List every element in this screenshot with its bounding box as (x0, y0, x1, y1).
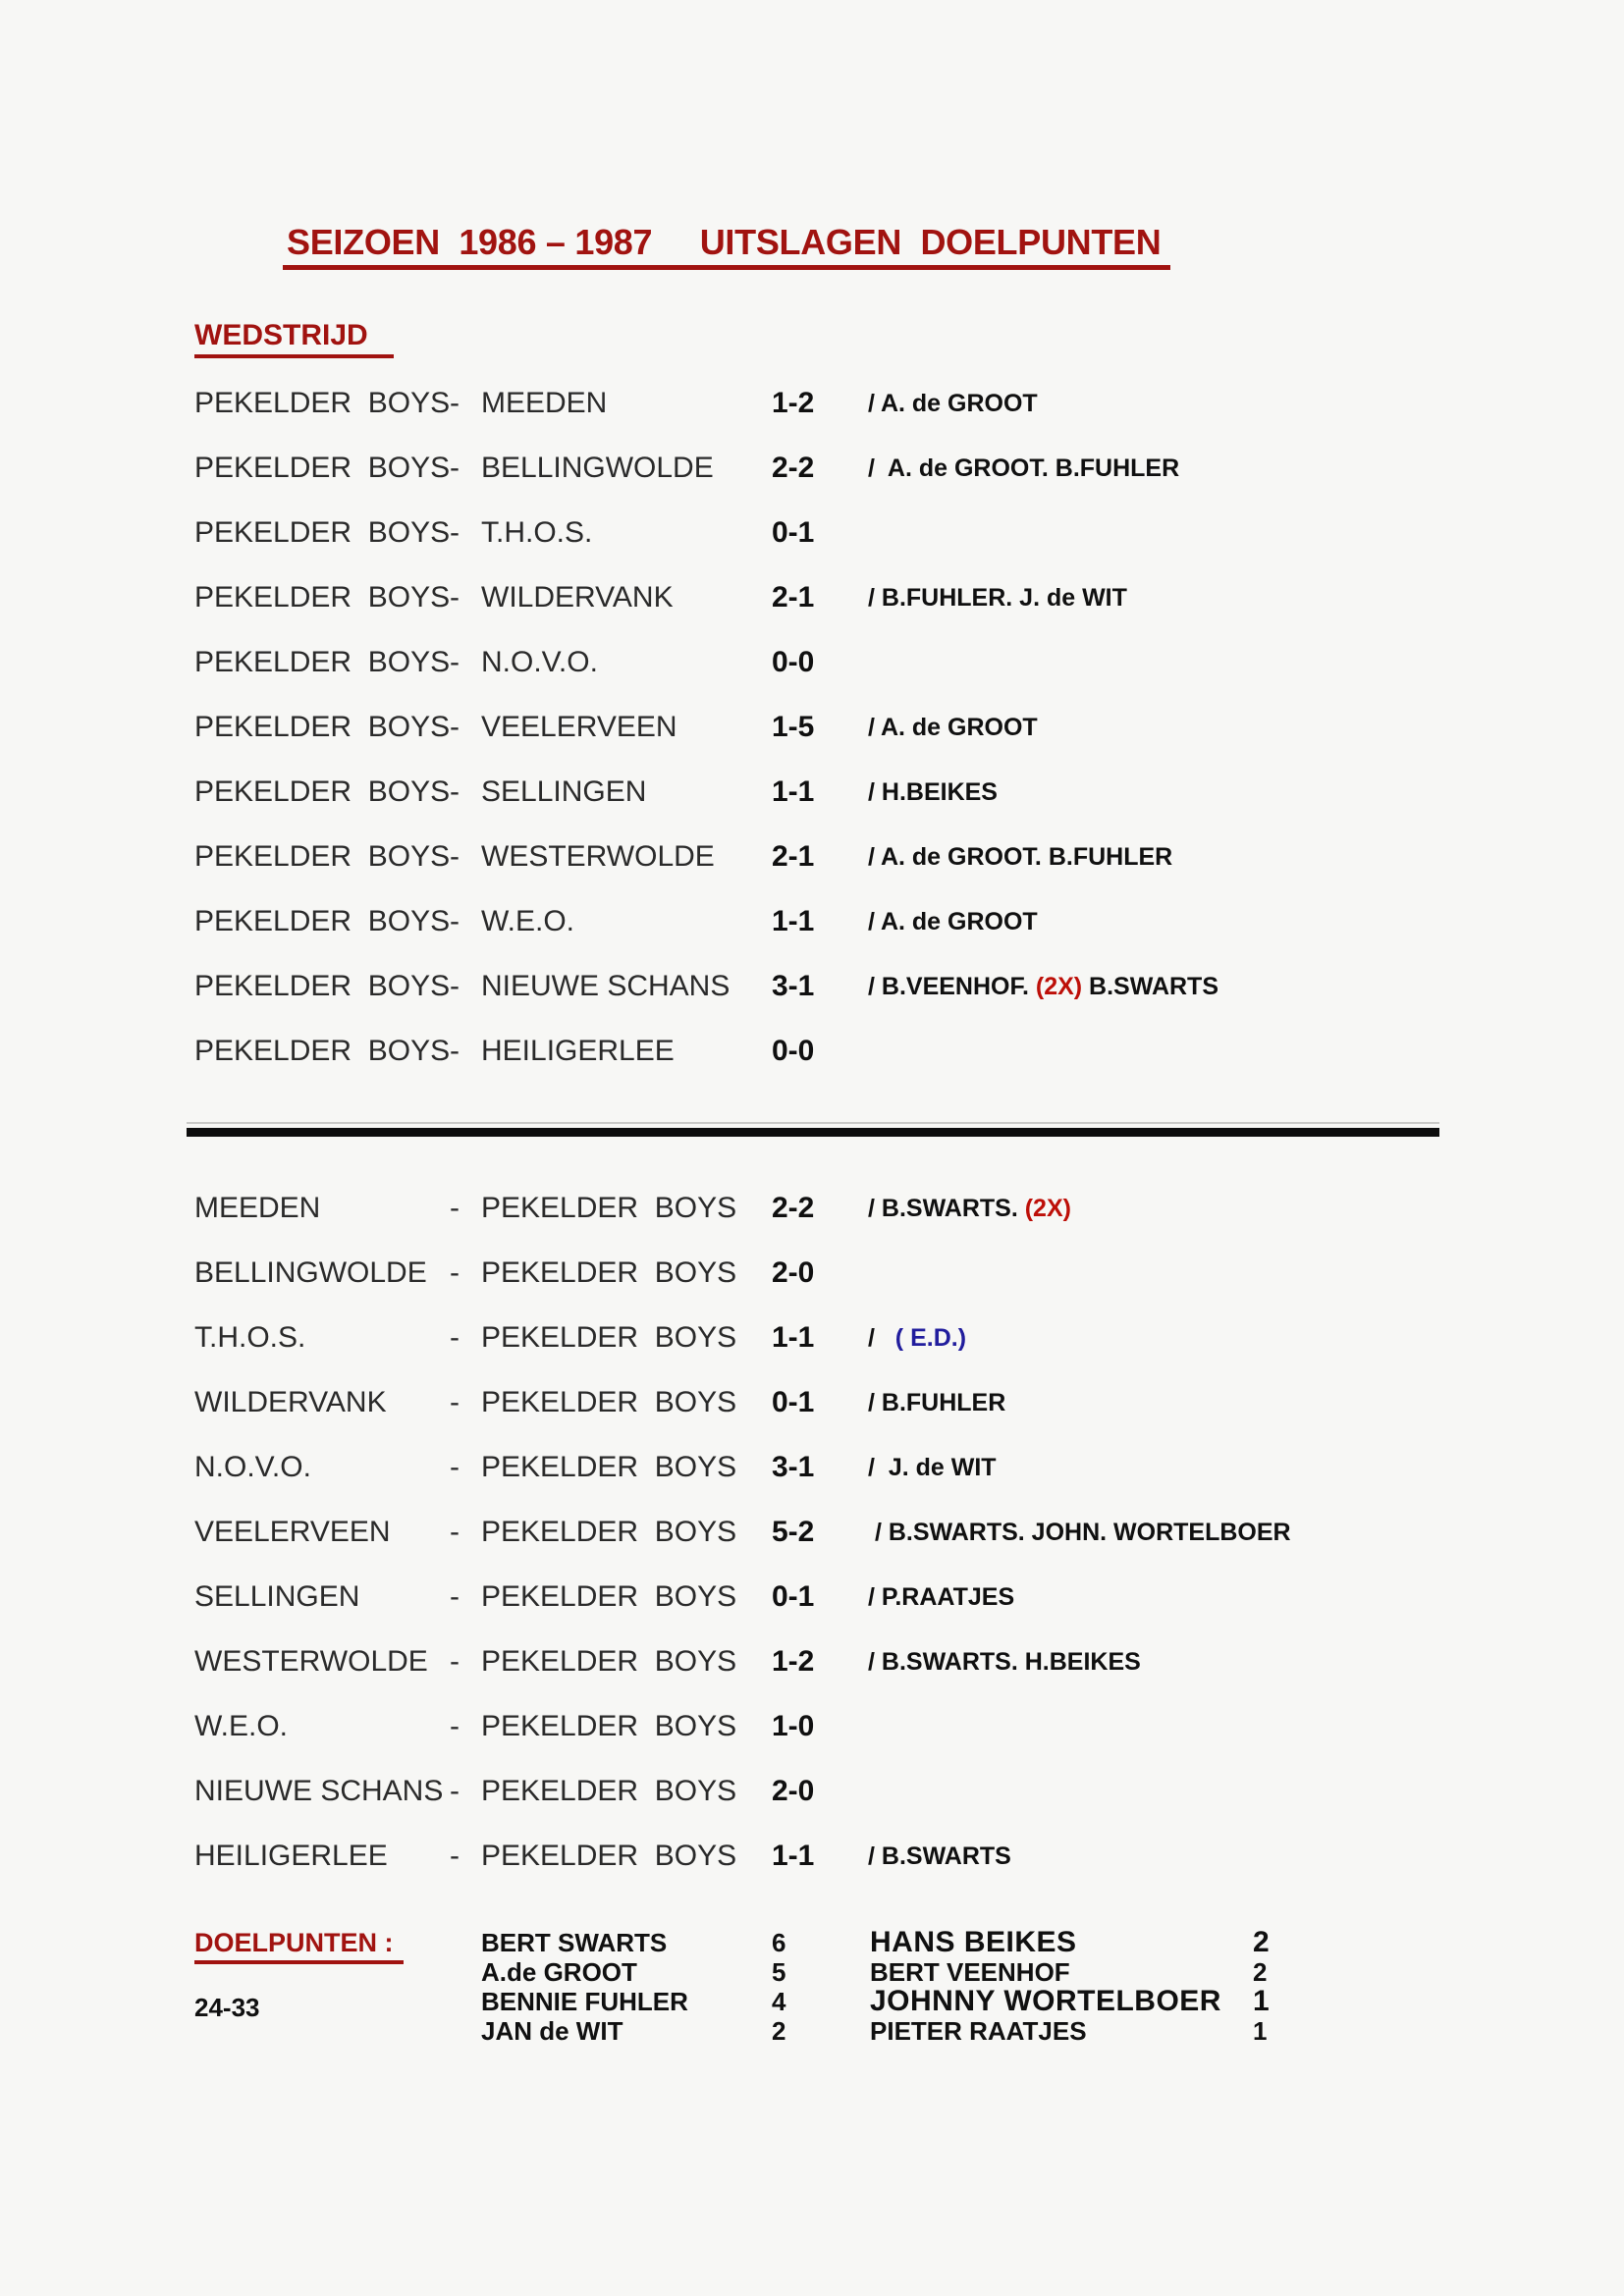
match-scorers (868, 389, 1038, 418)
separator-dash: - (450, 711, 460, 743)
goal-row (0, 1928, 1624, 1957)
separator-dash: - (450, 1192, 460, 1224)
match-section-away (0, 1194, 1624, 1906)
match-score: 1-1 (772, 775, 815, 808)
scorer-name: HANS BEIKES (870, 1926, 1077, 1958)
match-score: 1-2 (772, 387, 815, 419)
scorer-text: / A. de GROOT. B.FUHLER (868, 843, 1173, 871)
separator-dash: - (450, 1035, 460, 1067)
separator-dash: - (450, 1775, 460, 1807)
home-team: HEILIGERLEE (194, 1840, 388, 1872)
match-scorers (868, 1194, 1071, 1223)
match-row (0, 777, 1624, 842)
section-divider-shadow (187, 1122, 1439, 1124)
scorer-text: / H.BEIKES (868, 778, 998, 806)
scorer-text: / A. de GROOT. B.FUHLER (868, 454, 1180, 482)
scorer-text: B.SWARTS (1082, 973, 1219, 1000)
goal-row (0, 1987, 1624, 2016)
match-row (0, 972, 1624, 1037)
away-team: HEILIGERLEE (481, 1035, 675, 1067)
away-team: PEKELDER BOYS (481, 1451, 737, 1483)
home-team: NIEUWE SCHANS (194, 1775, 444, 1807)
scorer-text: / P.RAATJES (868, 1583, 1015, 1611)
match-score: 1-1 (772, 1321, 815, 1354)
match-row (0, 1518, 1624, 1582)
away-team: NIEUWE SCHANS (481, 970, 731, 1002)
scorer-text: / A. de GROOT (868, 390, 1038, 417)
match-row (0, 842, 1624, 907)
separator-dash: - (450, 581, 460, 614)
match-scorers (868, 583, 1127, 613)
home-team: W.E.O. (194, 1710, 289, 1742)
home-team: PEKELDER BOYS (194, 452, 451, 484)
scorer-name: BENNIE FUHLER (481, 1987, 688, 2016)
goal-count: 1 (1253, 2016, 1268, 2046)
match-row (0, 1582, 1624, 1647)
match-row (0, 1323, 1624, 1388)
away-team: BELLINGWOLDE (481, 452, 714, 484)
separator-dash: - (450, 1840, 460, 1872)
home-team: PEKELDER BOYS (194, 387, 451, 419)
home-team: PEKELDER BOYS (194, 516, 451, 549)
home-team: PEKELDER BOYS (194, 646, 451, 678)
scorer-text: / B.SWARTS (868, 1842, 1011, 1870)
match-score: 1-2 (772, 1645, 815, 1678)
wedstrijd-heading: WEDSTRIJD (194, 321, 394, 358)
scorer-text: / (868, 1324, 895, 1352)
match-row (0, 454, 1624, 518)
goal-count: 2 (1253, 1926, 1271, 1958)
separator-dash: - (450, 387, 460, 419)
match-row (0, 1712, 1624, 1777)
match-scorers (868, 842, 1172, 872)
separator-dash: - (450, 1256, 460, 1289)
home-team: PEKELDER BOYS (194, 711, 451, 743)
separator-dash: - (450, 516, 460, 549)
separator-dash: - (450, 452, 460, 484)
match-row (0, 713, 1624, 777)
match-score: 0-1 (772, 516, 815, 549)
match-score: 1-5 (772, 711, 815, 743)
separator-dash: - (450, 1710, 460, 1742)
match-scorers (868, 777, 998, 807)
scorer-name: BERT VEENHOF (870, 1957, 1070, 1987)
scorer-text: / B.FUHLER. J. de WIT (868, 584, 1127, 612)
match-scorers (868, 1582, 1014, 1612)
away-team: PEKELDER BOYS (481, 1386, 737, 1418)
match-scorers (868, 1647, 1141, 1677)
match-scorers (868, 1842, 1011, 1871)
away-team: PEKELDER BOYS (481, 1192, 737, 1224)
home-team: T.H.O.S. (194, 1321, 306, 1354)
scorer-text: / A. de GROOT (868, 908, 1038, 935)
goal-count: 1 (1253, 1985, 1271, 2017)
page-title: SEIZOEN 1986 – 1987 UITSLAGEN DOELPUNTEN (283, 225, 1170, 270)
home-team: PEKELDER BOYS (194, 775, 451, 808)
goal-count: 2 (1253, 1957, 1268, 1987)
home-team: BELLINGWOLDE (194, 1256, 427, 1289)
match-row (0, 389, 1624, 454)
home-team: WESTERWOLDE (194, 1645, 428, 1678)
match-score: 1-0 (772, 1710, 815, 1742)
goals-table (0, 1928, 1624, 2046)
away-team: T.H.O.S. (481, 516, 593, 549)
match-scorers (868, 972, 1218, 1001)
match-score: 5-2 (772, 1516, 815, 1548)
match-scorers (868, 454, 1179, 483)
goal-row (0, 2016, 1624, 2046)
separator-dash: - (450, 905, 460, 937)
separator-dash: - (450, 1580, 460, 1613)
separator-dash: - (450, 1451, 460, 1483)
home-team: PEKELDER BOYS (194, 1035, 451, 1067)
goal-count: 2 (772, 2016, 786, 2046)
scorer-text: (2X) (1035, 973, 1083, 1000)
scorer-text: / J. de WIT (868, 1454, 997, 1481)
separator-dash: - (450, 775, 460, 808)
scorer-text: / A. de GROOT (868, 714, 1038, 741)
match-score: 1-1 (772, 905, 815, 937)
away-team: PEKELDER BOYS (481, 1645, 737, 1678)
goal-count: 5 (772, 1957, 786, 1987)
match-score: 3-1 (772, 1451, 815, 1483)
away-team: N.O.V.O. (481, 646, 598, 678)
home-team: WILDERVANK (194, 1386, 387, 1418)
scorer-text: ( E.D.) (894, 1324, 967, 1352)
match-scorers (868, 907, 1038, 936)
match-row (0, 1777, 1624, 1842)
scorer-name: JOHNNY WORTELBOER (870, 1985, 1221, 2017)
scorer-name: BERT SWARTS (481, 1928, 668, 1957)
scorer-text: / B.SWARTS. H.BEIKES (868, 1648, 1141, 1676)
away-team: WESTERWOLDE (481, 840, 715, 873)
away-team: PEKELDER BOYS (481, 1516, 737, 1548)
scorer-name: A.de GROOT (481, 1957, 637, 1987)
away-team: PEKELDER BOYS (481, 1840, 737, 1872)
home-team: SELLINGEN (194, 1580, 360, 1613)
separator-dash: - (450, 970, 460, 1002)
match-row (0, 1258, 1624, 1323)
match-score: 2-0 (772, 1256, 815, 1289)
match-scorers (868, 1453, 997, 1482)
home-team: N.O.V.O. (194, 1451, 311, 1483)
match-row (0, 1842, 1624, 1906)
away-team: SELLINGEN (481, 775, 647, 808)
scorer-text: / B.FUHLER (868, 1389, 1006, 1416)
away-team: VEELERVEEN (481, 711, 677, 743)
home-team: MEEDEN (194, 1192, 321, 1224)
away-team: PEKELDER BOYS (481, 1775, 737, 1807)
match-row (0, 1037, 1624, 1101)
doelpunten-heading: DOELPUNTEN : (194, 1928, 404, 1964)
scorer-text: / B.SWARTS. (868, 1195, 1025, 1222)
match-score: 0-0 (772, 1035, 815, 1067)
separator-dash: - (450, 1386, 460, 1418)
match-score: 0-0 (772, 646, 815, 678)
away-team: PEKELDER BOYS (481, 1580, 737, 1613)
home-team: VEELERVEEN (194, 1516, 391, 1548)
goal-row (0, 1957, 1624, 1987)
match-row (0, 518, 1624, 583)
section-divider (187, 1128, 1439, 1137)
match-score: 2-1 (772, 581, 815, 614)
match-scorers (868, 1323, 966, 1353)
match-score: 2-2 (772, 1192, 815, 1224)
match-row (0, 1453, 1624, 1518)
away-team: MEEDEN (481, 387, 608, 419)
match-row (0, 907, 1624, 972)
home-team: PEKELDER BOYS (194, 581, 451, 614)
home-team: PEKELDER BOYS (194, 840, 451, 873)
match-score: 2-2 (772, 452, 815, 484)
match-row (0, 648, 1624, 713)
separator-dash: - (450, 1645, 460, 1678)
separator-dash: - (450, 1321, 460, 1354)
goal-count: 6 (772, 1928, 786, 1957)
match-score: 0-1 (772, 1386, 815, 1418)
scorer-text: / B.SWARTS. JOHN. WORTELBOER (868, 1519, 1291, 1546)
match-row (0, 1388, 1624, 1453)
match-score: 2-1 (772, 840, 815, 873)
scorer-text: / B.VEENHOF. (868, 973, 1036, 1000)
match-score: 2-0 (772, 1775, 815, 1807)
goal-count: 4 (772, 1987, 786, 2016)
match-section-home (0, 389, 1624, 1101)
scorer-name: PIETER RAATJES (870, 2016, 1087, 2046)
match-score: 3-1 (772, 970, 815, 1002)
match-score: 1-1 (772, 1840, 815, 1872)
match-scorers (868, 1518, 1291, 1547)
away-team: WILDERVANK (481, 581, 674, 614)
away-team: PEKELDER BOYS (481, 1321, 737, 1354)
separator-dash: - (450, 840, 460, 873)
match-row (0, 583, 1624, 648)
match-scorers (868, 1388, 1005, 1417)
away-team: PEKELDER BOYS (481, 1710, 737, 1742)
match-row (0, 1647, 1624, 1712)
away-team: W.E.O. (481, 905, 575, 937)
separator-dash: - (450, 646, 460, 678)
home-team: PEKELDER BOYS (194, 905, 451, 937)
away-team: PEKELDER BOYS (481, 1256, 737, 1289)
match-score: 0-1 (772, 1580, 815, 1613)
goals-total: 24-33 (194, 1993, 260, 2022)
scorer-name: JAN de WIT (481, 2016, 623, 2046)
home-team: PEKELDER BOYS (194, 970, 451, 1002)
match-scorers (868, 713, 1038, 742)
separator-dash: - (450, 1516, 460, 1548)
scorer-text: (2X) (1024, 1195, 1071, 1222)
match-row (0, 1194, 1624, 1258)
